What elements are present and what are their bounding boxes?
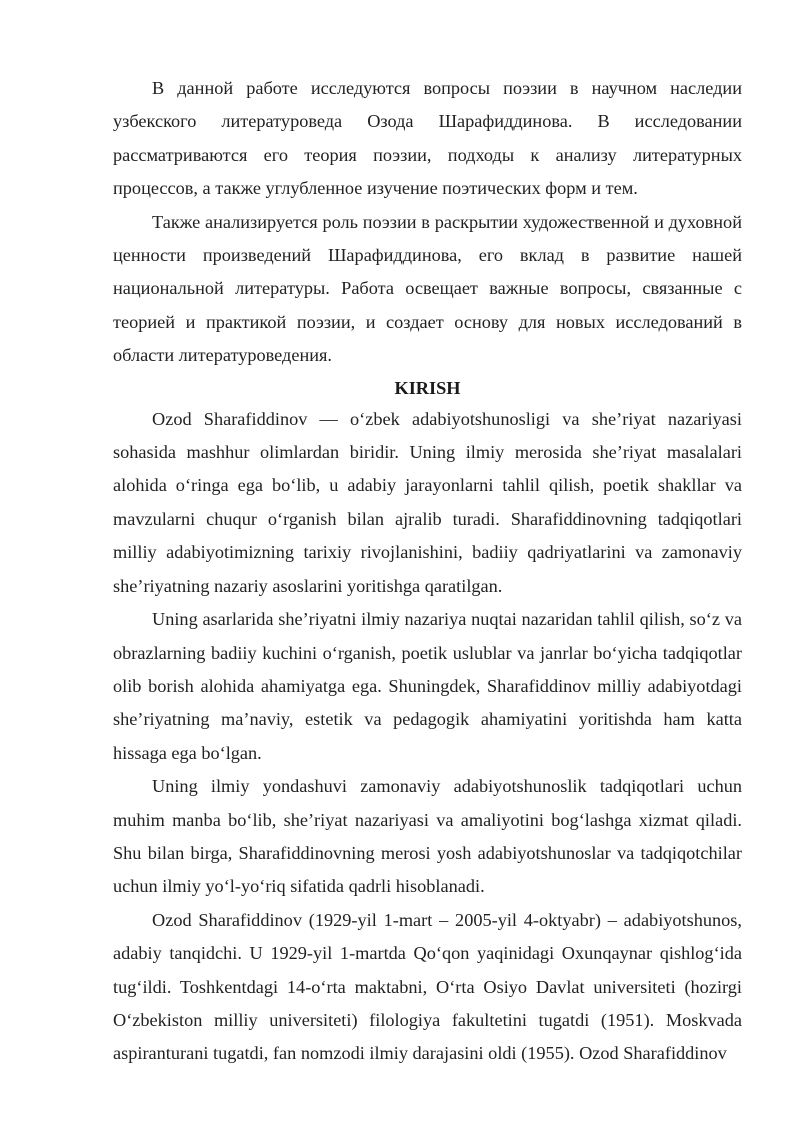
body-paragraph-1: Ozod Sharafiddinov — o‘zbek adabiyotshunosligi va she’riyat nazariyasi sohasida mashhur olimlardan biridir. Uning ilmiy merosida she’riyat masalalari alohida o‘ringa ega bo‘lib, u adabiy jarayonlarni tahlil qilish, poetik shakllar va mavzularni chuqur o‘rganish bilan ajralib turadi. Sharafiddinovning tadqiqotlari milliy adabiyotimizning tarixiy rivojlanishini, badiiy qadriyatlarini va zamonaviy she’riyatning nazariy asoslarini yoritishga qaratilgan. [113,408,742,596]
abstract-paragraph-2: Также анализируется роль поэзии в раскрытии художественной и духовной ценности произведений Шарафиддинова, его вклад в развитие нашей национальной литературы. Работа освещает важные вопросы, связанные с теорией и практикой поэзии, и создает основу для новых исследований в области литературоведения. [113,211,742,366]
body-paragraph-4: Ozod Sharafiddinov (1929-yil 1-mart – 2005-yil 4-oktyabr) – adabiyotshunos, adabiy tanqidchi. U 1929-yil 1-martda Qo‘qon yaqinidagi Oxunqaynar qishlog‘ida tug‘ildi. Toshkentdagi 14-o‘rta maktabni, O‘rta Osiyo Davlat universiteti (hozirgi O‘zbekiston milliy universiteti) filologiya fakultetini tugatdi (1951). Moskvada aspiranturani tugatdi, fan nomzodi ilmiy darajasini oldi (1955). Ozod Sharafiddinov [113,909,742,1064]
document-page [113,72,742,1071]
section-heading: KIRISH [394,377,461,398]
body-paragraph-2: Uning asarlarida she’riyatni ilmiy nazariya nuqtai nazaridan tahlil qilish, so‘z va obrazlarning badiiy kuchini o‘rganish, poetik uslublar va janrlar bo‘yicha tadqiqotlar olib borish alohida ahamiyatga ega. Shuningdek, Sharafiddinov milliy adabiyotdagi she’riyatning ma’naviy, estetik va pedagogik ahamiyatini yoritishda ham katta hissaga ega bo‘lgan. [113,609,742,763]
abstract-paragraph-1: В данной работе исследуются вопросы поэзии в научном наследии узбекского литературоведа Озода Шарафиддинова. В исследовании рассматриваются его теория поэзии, подходы к анализу литературных процессов, а также углубленное изучение поэтических форм и тем. [113,78,742,199]
body-paragraph-3: Uning ilmiy yondashuvi zamonaviy adabiyotshunoslik tadqiqotlari uchun muhim manba bo‘lib, she’riyat nazariyasi va amaliyotini bog‘lashga xizmat qiladi. Shu bilan birga, Sharafiddinovning merosi yosh adabiyotshunoslar va tadqiqotchilar uchun ilmiy yo‘l-yo‘riq sifatida qadrli hisoblanadi. [113,776,742,897]
